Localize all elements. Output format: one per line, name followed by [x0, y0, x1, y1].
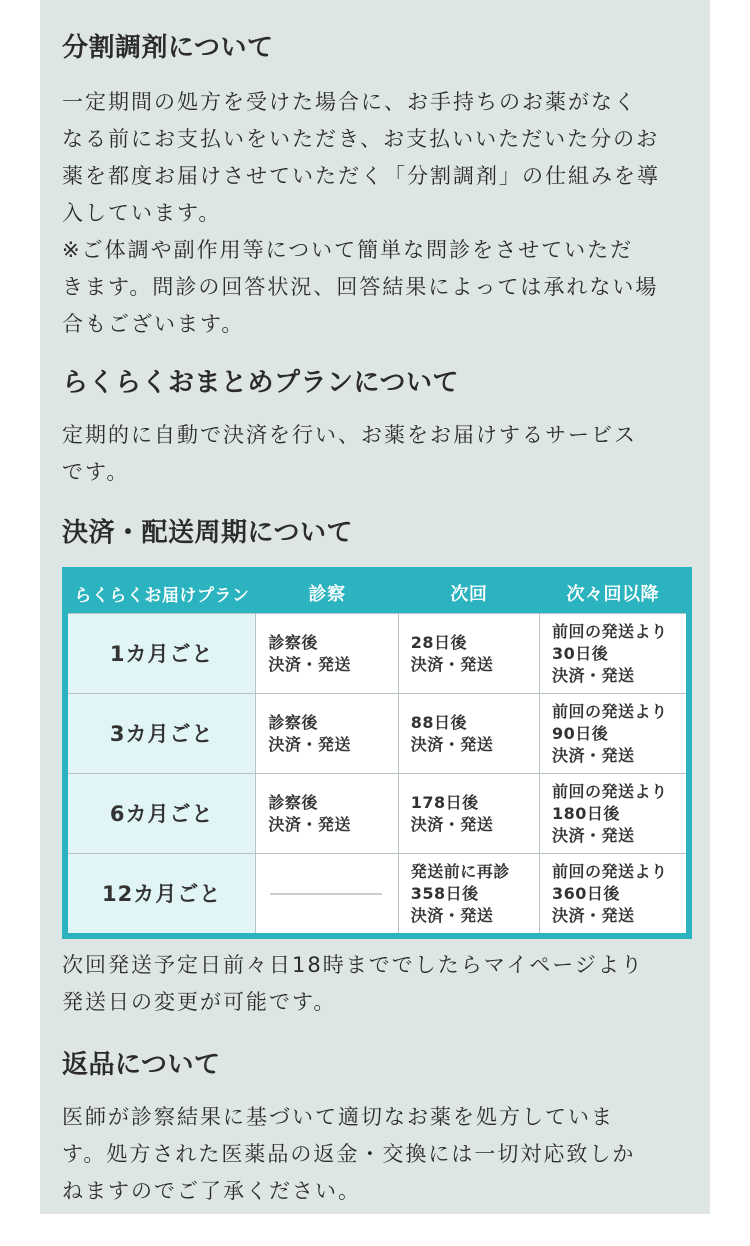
plan-cell: 12カ月ごと — [65, 854, 256, 937]
exam-cell-empty — [256, 854, 398, 937]
rakuraku-plan-section — [62, 361, 688, 491]
split-dispensing-body: 一定期間の処方を受けた場合に、お手持ちのお薬がなく なる前にお支払いをいただき、お支払いいただいた分のお 薬を都度お届けさせていただく「分割調剤」の仕組みを導 入しています。 ※ご体調や副作用等について簡単な問診をさせていただ きます。問診の回答状況、回答結果によっては承れない場 合もございます。 — [62, 90, 660, 336]
split-dispensing-title: 分割調剤について — [62, 33, 274, 63]
next-cell: 88日後 決済・発送 — [398, 694, 539, 774]
dash-divider — [270, 893, 382, 895]
next-cell: 178日後 決済・発送 — [398, 774, 539, 854]
returns-section — [62, 1043, 688, 1210]
header-next: 次回 — [450, 584, 488, 605]
table-row — [65, 614, 689, 694]
exam-cell: 診察後 決済・発送 — [256, 614, 398, 694]
rakuraku-plan-body: 定期的に自動で決済を行い、お薬をお届けするサービス です。 — [62, 423, 637, 484]
header-plan: らくらくお届けプラン — [74, 585, 250, 606]
returns-body: 医師が診察結果に基づいて適切なお薬を処方していま す。処方された医薬品の返金・交換には一切対応致しか ねますのでご了承ください。 — [62, 1105, 636, 1203]
table-row — [65, 854, 689, 937]
returns-title: 返品について — [62, 1050, 221, 1080]
plan-cell: 6カ月ごと — [65, 774, 256, 854]
info-panel — [40, 0, 710, 1214]
after-cell: 前回の発送より 180日後 決済・発送 — [540, 774, 689, 854]
payment-cycle-title: 決済・配送周期について — [62, 518, 353, 548]
rakuraku-plan-title: らくらくおまとめプランについて — [62, 368, 459, 398]
plan-cell: 3カ月ごと — [65, 694, 256, 774]
table-row — [65, 694, 689, 774]
shipping-change-note: 次回発送予定日前々日18時まででしたらマイページより 発送日の変更が可能です。 — [62, 953, 644, 1014]
table-header-row — [65, 570, 689, 614]
payment-cycle-table — [62, 567, 692, 939]
header-after: 次々回以降 — [566, 584, 660, 605]
header-exam: 診察 — [308, 584, 346, 605]
after-cell: 前回の発送より 90日後 決済・発送 — [540, 694, 689, 774]
plan-cell: 1カ月ごと — [65, 614, 256, 694]
after-cell: 前回の発送より 30日後 決済・発送 — [540, 614, 689, 694]
after-cell: 前回の発送より 360日後 決済・発送 — [540, 854, 689, 937]
payment-cycle-section — [62, 511, 688, 1021]
next-cell: 28日後 決済・発送 — [398, 614, 539, 694]
table-row — [65, 774, 689, 854]
exam-cell: 診察後 決済・発送 — [256, 694, 398, 774]
exam-cell: 診察後 決済・発送 — [256, 774, 398, 854]
split-dispensing-section — [62, 26, 688, 343]
next-cell: 発送前に再診 358日後 決済・発送 — [398, 854, 539, 937]
